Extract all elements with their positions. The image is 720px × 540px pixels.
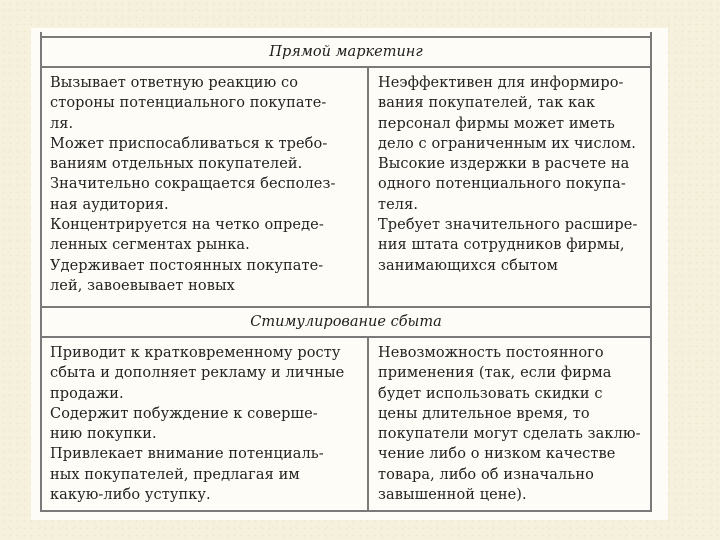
- text-line: Высокие издержки в расчете на: [378, 156, 630, 173]
- text-line: Концентрируется на четко опреде-: [50, 217, 324, 234]
- text-line: ля.: [50, 115, 74, 132]
- text-line: чение либо о низком качестве: [378, 446, 616, 463]
- table-row-direct-marketing: [42, 68, 650, 306]
- text-line: какую-либо уступку.: [50, 487, 211, 504]
- text-line: нию покупки.: [50, 426, 157, 443]
- section-header-direct-marketing: Прямой маркетинг: [42, 36, 650, 68]
- text-line: Неэффективен для информиро-: [378, 75, 624, 91]
- text-line: завышенной цене).: [378, 487, 527, 504]
- text-line: стороны потенциального покупате-: [50, 95, 327, 112]
- text-line: ленных сегментах рынка.: [50, 237, 250, 254]
- text-line: теля.: [378, 196, 419, 213]
- text-line: ная аудитория.: [50, 196, 169, 213]
- text-line: применения (так, если фирма: [378, 365, 612, 382]
- text-line: продажи.: [50, 385, 124, 402]
- text-line: Удерживает постоянных покупате-: [50, 257, 324, 274]
- disadvantages-cell: [367, 68, 650, 306]
- text-line: Требует значительного расшире-: [378, 217, 638, 234]
- text-line: Содержит побуждение к соверше-: [50, 405, 318, 422]
- text-line: покупатели могут сделать заклю-: [378, 426, 641, 443]
- text-line: ваниям отдельных покупателей.: [50, 156, 303, 173]
- comparison-table: [40, 32, 652, 512]
- text-line: Значительно сокращается бесполез-: [50, 176, 336, 193]
- text-line: будет использовать скидки с: [378, 385, 603, 402]
- text-line: товара, либо об изначально: [378, 466, 594, 483]
- text-line: Вызывает ответную реакцию со: [50, 75, 299, 91]
- text-line: одного потенциального покупа-: [378, 176, 626, 193]
- advantages-cell: [42, 338, 367, 510]
- text-line: Может приспосабливаться к требо-: [50, 135, 328, 152]
- text-line: Невозможность постоянного: [378, 345, 604, 361]
- disadvantages-cell: [367, 338, 650, 510]
- text-line: ных покупателей, предлагая им: [50, 466, 300, 483]
- text-line: лей, завоевывает новых: [50, 277, 235, 294]
- text-line: Привлекает внимание потенциаль-: [50, 446, 324, 463]
- text-line: вания покупателей, так как: [378, 95, 596, 112]
- text-line: занимающихся сбытом: [378, 257, 558, 274]
- document-page: [31, 28, 668, 520]
- text-line: ния штата сотрудников фирмы,: [378, 237, 625, 254]
- table-row-sales-promotion: [42, 338, 650, 512]
- text-line: персонал фирмы может иметь: [378, 115, 615, 132]
- text-line: сбыта и дополняет рекламу и личные: [50, 365, 345, 382]
- text-line: цены длительное время, то: [378, 405, 590, 422]
- text-line: дело с ограниченным их числом.: [378, 135, 636, 152]
- section-header-sales-promotion: Стимулирование сбыта: [42, 306, 650, 338]
- advantages-cell: [42, 68, 367, 306]
- text-line: Приводит к кратковременному росту: [50, 345, 341, 361]
